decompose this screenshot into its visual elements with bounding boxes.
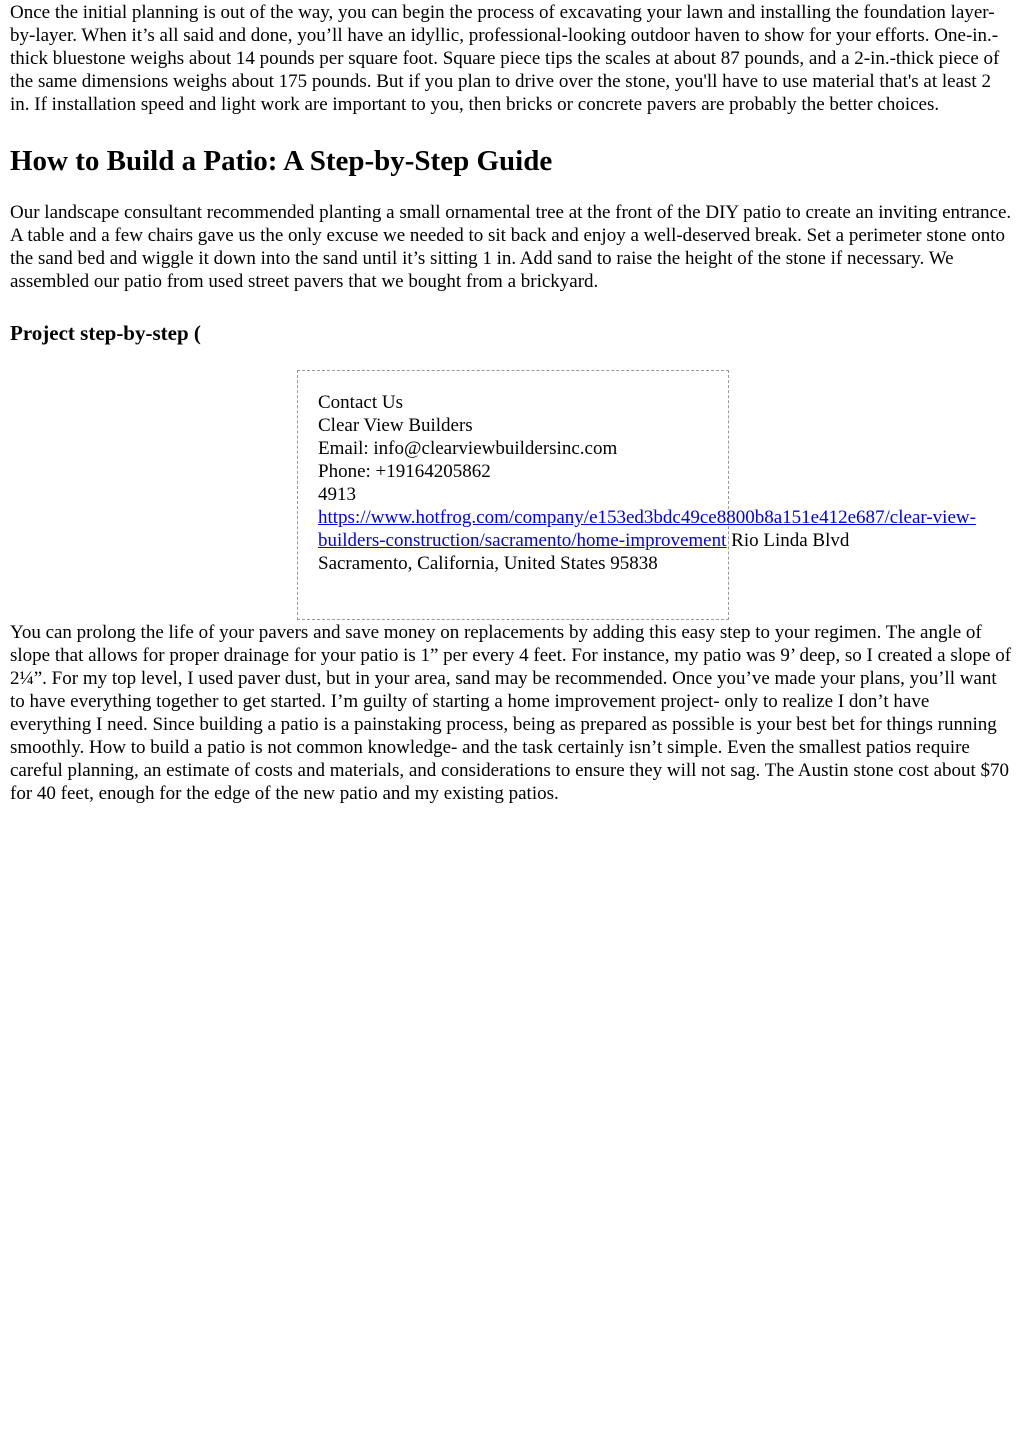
contact-phone: Phone: +19164205862 — [318, 461, 491, 482]
contact-company: Clear View Builders — [318, 415, 473, 436]
landscape-paragraph: Our landscape consultant recommended planting a small ornamental tree at the front of the DIY patio to create an inviting entrance. A table and a few chairs gave us the only excuse we needed to sit back and enjoy a well-deserved break. Set a perimeter stone onto the sand bed and wiggle it down into the sand until it’s sitting 1 in. Add sand to raise the height of the stone if necessary. We assembled our patio from used street pavers that we bought from a brickyard. — [10, 202, 1012, 292]
contact-email: Email: info@clearviewbuildersinc.com — [318, 438, 618, 459]
contact-box — [297, 370, 976, 620]
contact-address-line — [318, 506, 988, 552]
contact-street-number: 4913 — [318, 484, 356, 505]
project-subheading: Project step-by-step ( — [10, 321, 201, 345]
pavers-paragraph: You can prolong the life of your pavers and save money on replacements by adding this easy step to your regimen. The angle of slope that allows for proper drainage for your patio is 1” per every 4 feet. For instance, my patio was 9’ deep, so I created a slope of 2¼”. For my top level, I used paver dust, but in your area, sand may be recommended. Once you’ve made your plans, you’ll want to have everything together to get started. I’m guilty of starting a home improvement project- only to realize I don’t have everything I need. Since building a patio is a painstaking process, being as prepared as possible is your best bet for things running smoothly. How to build a patio is not common knowledge- and the task certainly isn’t simple. Even the smallest patios require careful planning, an estimate of costs and materials, and considerations to ensure they will not sag. The Austin stone cost about $70 for 40 feet, enough for the edge of the new patio and my existing patios. — [10, 622, 1012, 804]
contact-title: Contact Us — [318, 392, 403, 413]
intro-paragraph: Once the initial planning is out of the way, you can begin the process of excavating your lawn and installing the foundation layer-by-layer. When it’s all said and done, you’ll have an idyllic, professional-looking outdoor haven to show for your efforts. One-in.-thick bluestone weighs about 14 pounds per square foot. Square piece tips the scales at about 87 pounds, and a 2-in.-thick piece of the same dimensions weighs about 175 pounds. But if you plan to drive over the stone, you'll have to use material that's at least 2 in. If installation speed and light work are important to you, then bricks or concrete pavers are probably the better choices. — [10, 2, 1000, 115]
contact-street-rest: Rio Linda Blvd — [726, 530, 850, 551]
article-heading: How to Build a Patio: A Step-by-Step Guide — [10, 145, 553, 177]
contact-city-line: Sacramento, California, United States 95838 — [318, 553, 658, 574]
hotfrog-link[interactable]: https://www.hotfrog.com/company/e153ed3bdc49ce8800b8a151e412e687/clear-view-builders-construction/sacramento/home-improvement — [318, 507, 976, 551]
